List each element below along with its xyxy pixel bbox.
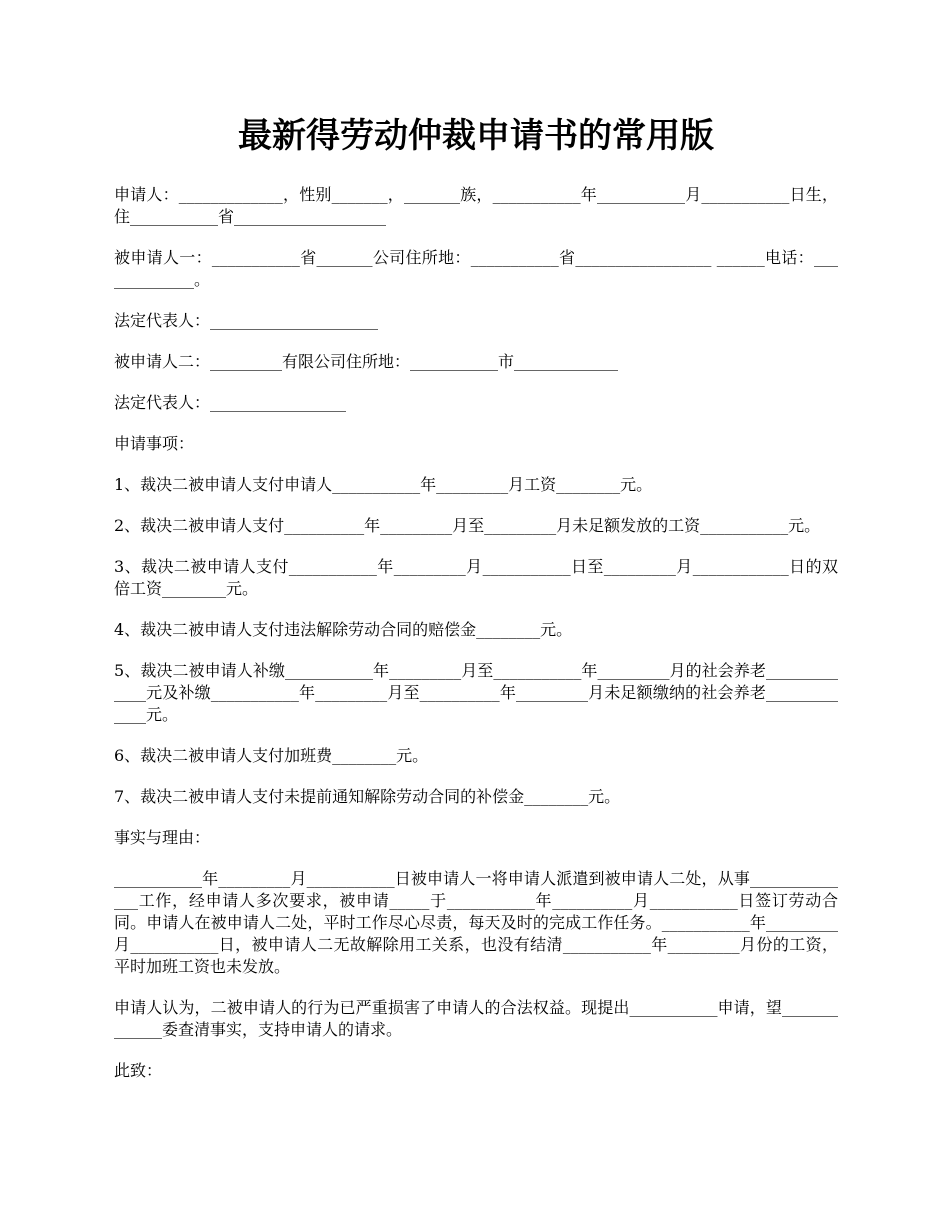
legal-representative-two: 法定代表人：_________________ [114, 393, 347, 412]
claim-item-3: 3、裁决二被申请人支付___________年_________月___________日至_________月____________日的双倍工资________元。 [114, 557, 838, 598]
closing-salutation: 此致： [114, 1061, 163, 1080]
respondent-two-info: 被申请人二：_________有限公司住所地：___________市_____________ [114, 352, 619, 371]
facts-heading: 事实与理由： [114, 828, 211, 847]
document-page [114, 0, 838, 1082]
applicant-info: 申请人：_____________，性别_______，_______族，___________年___________月___________日生，住___________省___________________ [114, 185, 838, 226]
claim-item-4: 4、裁决二被申请人支付违法解除劳动合同的赔偿金________元。 [114, 620, 573, 639]
claim-item-5: 5、裁决二被申请人补缴___________年_________月至___________年_________月的社会养老_____________元及补缴___________年_________月至__________年_________月未足额缴纳的社会养老_____________元。 [114, 661, 838, 724]
applicant-opinion: 申请人认为，二被申请人的行为已严重损害了申请人的合法权益。现提出___________申请，望_____________委查清事实，支持申请人的请求。 [114, 998, 838, 1039]
legal-representative-one: 法定代表人：_____________________ [114, 311, 379, 330]
claim-item-2: 2、裁决二被申请人支付__________年_________月至_________月未足额发放的工资___________元。 [114, 516, 821, 535]
facts-body: ___________年_________月___________日被申请人一将申请人派遣到被申请人二处，从事______________工作，经申请人多次要求，被申请_____于___________年__________月___________日签订劳动合同。申请人在被申请人二处，平时工作尽心尽责，每天及时的完成工作任务。___________年_________月___________日，被申请人二无故解除用工关系，也没有结清___________年_________月份的工资，平时加班工资也未发放。 [114, 869, 838, 976]
claims-heading: 申请事项： [114, 434, 195, 453]
claim-item-6: 6、裁决二被申请人支付加班费________元。 [114, 746, 429, 765]
respondent-one-info: 被申请人一：___________省_______公司住所地：___________省_________________ ______电话：_____________。 [114, 248, 838, 289]
claim-item-1: 1、裁决二被申请人支付申请人___________年_________月工资________元。 [114, 475, 653, 494]
document-title: 最新得劳动仲裁申请书的常用版 [238, 116, 714, 156]
claim-item-7: 7、裁决二被申请人支付未提前通知解除劳动合同的补偿金________元。 [114, 787, 621, 806]
